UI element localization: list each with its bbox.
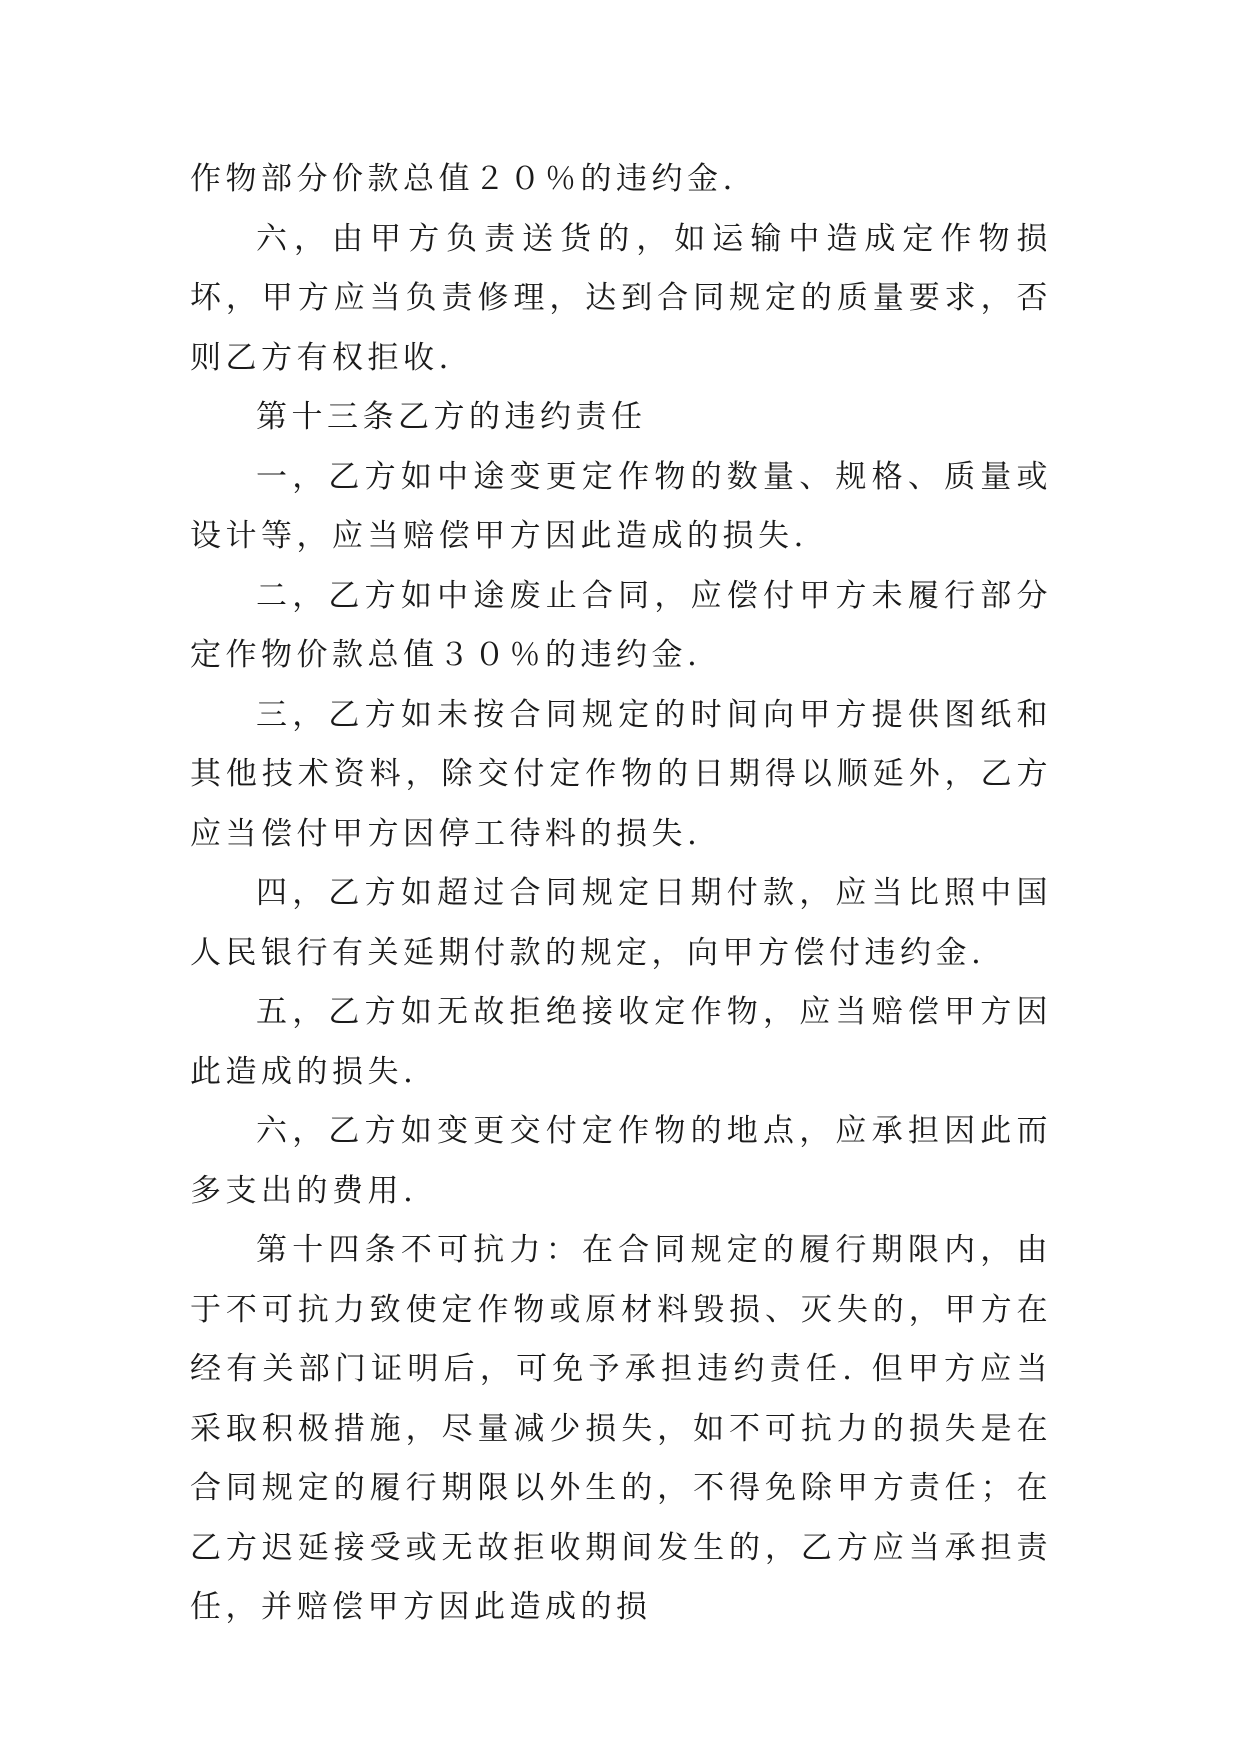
paragraph-10: 第十四条不可抗力：在合同规定的履行期限内，由于不可抗力致使定作物或原材料毁损、灭失的，甲方在经有关部门证明后，可免予承担违约责任. 但甲方应当采取积极措施，尽量减少损失，如不可抗力的损失是在合同规定的履行期限以外生的，不得免除甲方责任；在乙方迟延接受或无故拒收期间发生的，乙方应当承担责任，并赔偿甲方因此造成的损 xyxy=(190,1232,1052,1625)
section-heading-13: 第十三条乙方的违约责任 xyxy=(256,399,647,435)
paragraph-4: 一，乙方如中途变更定作物的数量、规格、质量或设计等，应当赔偿甲方因此造成的损失. xyxy=(190,458,1052,554)
document-body xyxy=(190,150,1052,1638)
paragraph-5: 二，乙方如中途废止合同，应偿付甲方未履行部分定作物价款总值３０％的违约金. xyxy=(190,577,1052,673)
paragraph-8: 五，乙方如无故拒绝接收定作物，应当赔偿甲方因此造成的损失. xyxy=(190,994,1052,1090)
paragraph-2: 六，由甲方负责送货的，如运输中造成定作物损坏，甲方应当负责修理，达到合同规定的质量要求，否则乙方有权拒收. xyxy=(190,220,1052,376)
paragraph-9: 六，乙方如变更交付定作物的地点，应承担因此而多支出的费用. xyxy=(190,1113,1052,1209)
paragraph-1: 作物部分价款总值２０％的违约金. xyxy=(190,161,737,197)
paragraph-7: 四，乙方如超过合同规定日期付款，应当比照中国人民银行有关延期付款的规定，向甲方偿付违约金. xyxy=(190,875,1052,971)
paragraph-6: 三，乙方如未按合同规定的时间向甲方提供图纸和其他技术资料，除交付定作物的日期得以顺延外，乙方应当偿付甲方因停工待料的损失. xyxy=(190,696,1052,852)
